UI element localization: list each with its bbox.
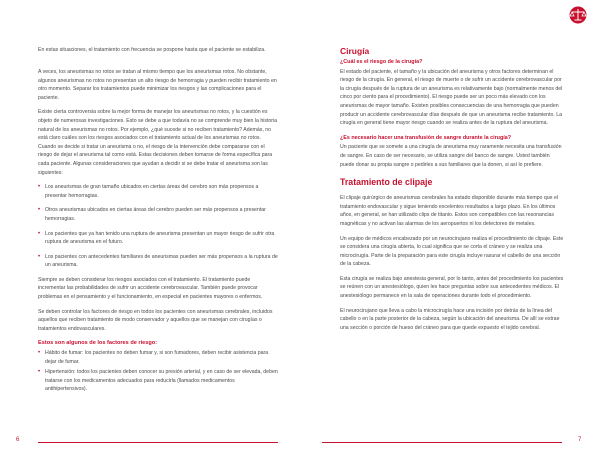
left-paragraph-4: Siempre se deben considerar los riesgos asociados con el tratamiento. El tratamiento puede incrementar las probabilidades de sufrir un accidente cerebrovascular. También puede provocar problemas en el pensamiento y el funcionamiento, en especial en pacientes mayores o enfermos.	[38, 276, 263, 301]
bullet-icon: •	[38, 184, 41, 191]
right-footer-rule	[322, 442, 562, 443]
left-paragraph-2: A veces, los aneurismas no rotos se tratan al mismo tiempo que los aneurismas rotos. No obstante, algunos aneurismas no rotos no presentan un alto riesgo de hemorragia y pueden recibir tratamiento en otro momento. Separar los tratamientos puede minimizar los riesgos y las complicaciones para el paciente.	[38, 69, 277, 101]
bullet-icon: •	[38, 230, 41, 237]
list-item: • Hipertensión: todos los pacientes deben conocer su presión arterial, y en caso de ser elevada, deben tratarse con los medicamentos adecuados para reducirla (llamados medicamentos antihipertensivos).	[38, 369, 278, 393]
list-item: • Los pacientes con antecedentes familiares de aneurismas pueden ser más propensos a la ruptura de un aneurisma.	[38, 253, 278, 269]
list-item: • Otros aneurismas ubicados en ciertas áreas del cerebro pueden ser más propensos a presentar hemorragias.	[38, 207, 266, 222]
clipping-heading: Tratamiento de clipaje	[340, 177, 433, 188]
left-content	[38, 68, 278, 400]
left-page	[38, 0, 278, 463]
clipping-paragraph-3: Esta cirugía se realiza bajo anestesia general, por lo tanto, antes del procedimiento los pacientes se reúnen con un anestesiólogo, quien les hace preguntas sobre sus antecedentes médicos. El anestesiólogo permanece en la sala de operaciones durante todo el procedimiento.	[340, 275, 564, 300]
scale-logo-icon	[566, 6, 590, 24]
left-paragraph-5: Se deben controlar los factores de riesgo en todos los pacientes con aneurismas cerebrales, incluidos aquellos que reciben tratamiento de modo conservador y aquellos que se manejan con cirugías o tratamientos endovasculares.	[38, 308, 273, 332]
list-item: • Hábito de fumar: los pacientes no deben fumar y, si son fumadores, deben recibir asistencia para dejar de fumar.	[38, 350, 269, 365]
bullet-icon: •	[38, 350, 41, 357]
bullet-icon: •	[38, 369, 41, 376]
bullet-icon: •	[38, 207, 41, 214]
left-page-number: 6	[16, 437, 20, 443]
left-footer-rule	[38, 442, 278, 443]
right-page-number: 7	[578, 437, 582, 443]
left-intro-paragraph: En estas situaciones, el tratamiento con frecuencia se pospone hasta que el paciente se estabiliza.	[38, 47, 266, 53]
bullet-icon: •	[38, 253, 41, 260]
right-page	[340, 0, 565, 463]
risk-factors-heading: Estos son algunos de los factores de riesgo:	[38, 340, 158, 347]
risk-factors-list	[38, 349, 278, 394]
list-item: • Los aneurismas de gran tamaño ubicados en ciertas áreas del cerebro son más propensos a presentar hemorragias.	[38, 184, 259, 199]
clipping-paragraph-2: Un equipo de médicos encabezado por un neurocirujano realiza el procedimiento de clipaje. Este se considera una cirugía abierta, lo cual significa que se corta el cráneo y se realiza una microcirugía. Parte de la preparación para este cirugía incluye rasurar el cabello de una sección de la cabeza.	[340, 235, 564, 268]
list-item: • Los pacientes que ya han tenido una ruptura de aneurisma presentan un mayor riesgo de sufrir otra ruptura de aneurisma en el futuro.	[38, 230, 275, 246]
transfusion-paragraph: Un paciente que se somete a una cirugía de aneurisma muy raramente necesita una transfusión de sangre. En caso de ser necesario, se utiliza sangre del banco de sangre. Usted también puede donar su propia sangre o pedirles a sus familiares que la donen, si así lo prefiere.	[340, 144, 562, 168]
surgery-paragraph: El estado del paciente, el tamaño y la ubicación del aneurisma y otros factores determinan el riesgo de la cirugía. En general, el riesgo de muerte o de sufrir un accidente cerebrovascular por la cirugía después de la ruptura de un aneurisma es relativamente bajo (normalmente menos del cinco por ciento para el procedimiento). El riesgo puede ser un poco más elevado con los aneurismas de mayor tamaño. Existen posibles consecuencias de una hemorragia que pueden producir un accidente cerebrovascular días después de que un aneurisma recibe tratamiento. La cirugía en general tiene mayor riesgo cuando se realiza antes de la ruptura del aneurisma.	[340, 68, 563, 127]
considerations-list	[38, 183, 278, 270]
left-paragraph-3: Existe cierta controversia sobre la mejor forma de manejar los aneurismas no rotos, y la cuestión es objeto de numerosas investigaciones. Esto se debe a que todavía no se comprende muy bien la historia natural de los aneurismas no rotos. Por ejemplo, ¿qué sucede si no reciben tratamiento? Además, no está claro cuáles son los riesgos asociados con el tratamiento actual de los aneurismas no rotos. Cuando se decide si tratar un aneurisma o no, el riesgo de la intervención debe compararse con el riesgo de dejar el aneurisma tal como está. Estas decisiones deben tomarse de forma específica para cada paciente. Algunas consideraciones que ayudan a decidir si se debe tratar el aneurisma son las siguientes:	[38, 109, 278, 176]
surgery-heading: Cirugía	[340, 46, 370, 56]
transfusion-question: ¿Es necesario hacer una transfusión de sangre durante la cirugía?	[340, 134, 512, 141]
clipping-paragraph-4: El neurocirujano que lleva a cabo la microcirugía hace una incisión por detrás de la línea del cabello o en la parte posterior de la cabeza, según la ubicación del aneurisma. De allí se extrae una sección o porción de hueso del cráneo para que quede expuesto el tejido cerebral.	[340, 307, 560, 331]
surgery-question: ¿Cuál es el riesgo de la cirugía?	[340, 59, 423, 65]
right-content	[340, 46, 565, 338]
clipping-paragraph-1: El clipaje quirúrgico de aneurismas cerebrales ha estado disponible durante más tiempo que el tratamiento endovascular y sigue teniendo excelentes resultados a largo plazo. En los últimos años, en general, se han utilizado clips de titanio. Estos son compatibles con las resonancias magnéticas y no activan las alarmas de los aeropuertos ni los detectores de metales.	[340, 195, 559, 227]
